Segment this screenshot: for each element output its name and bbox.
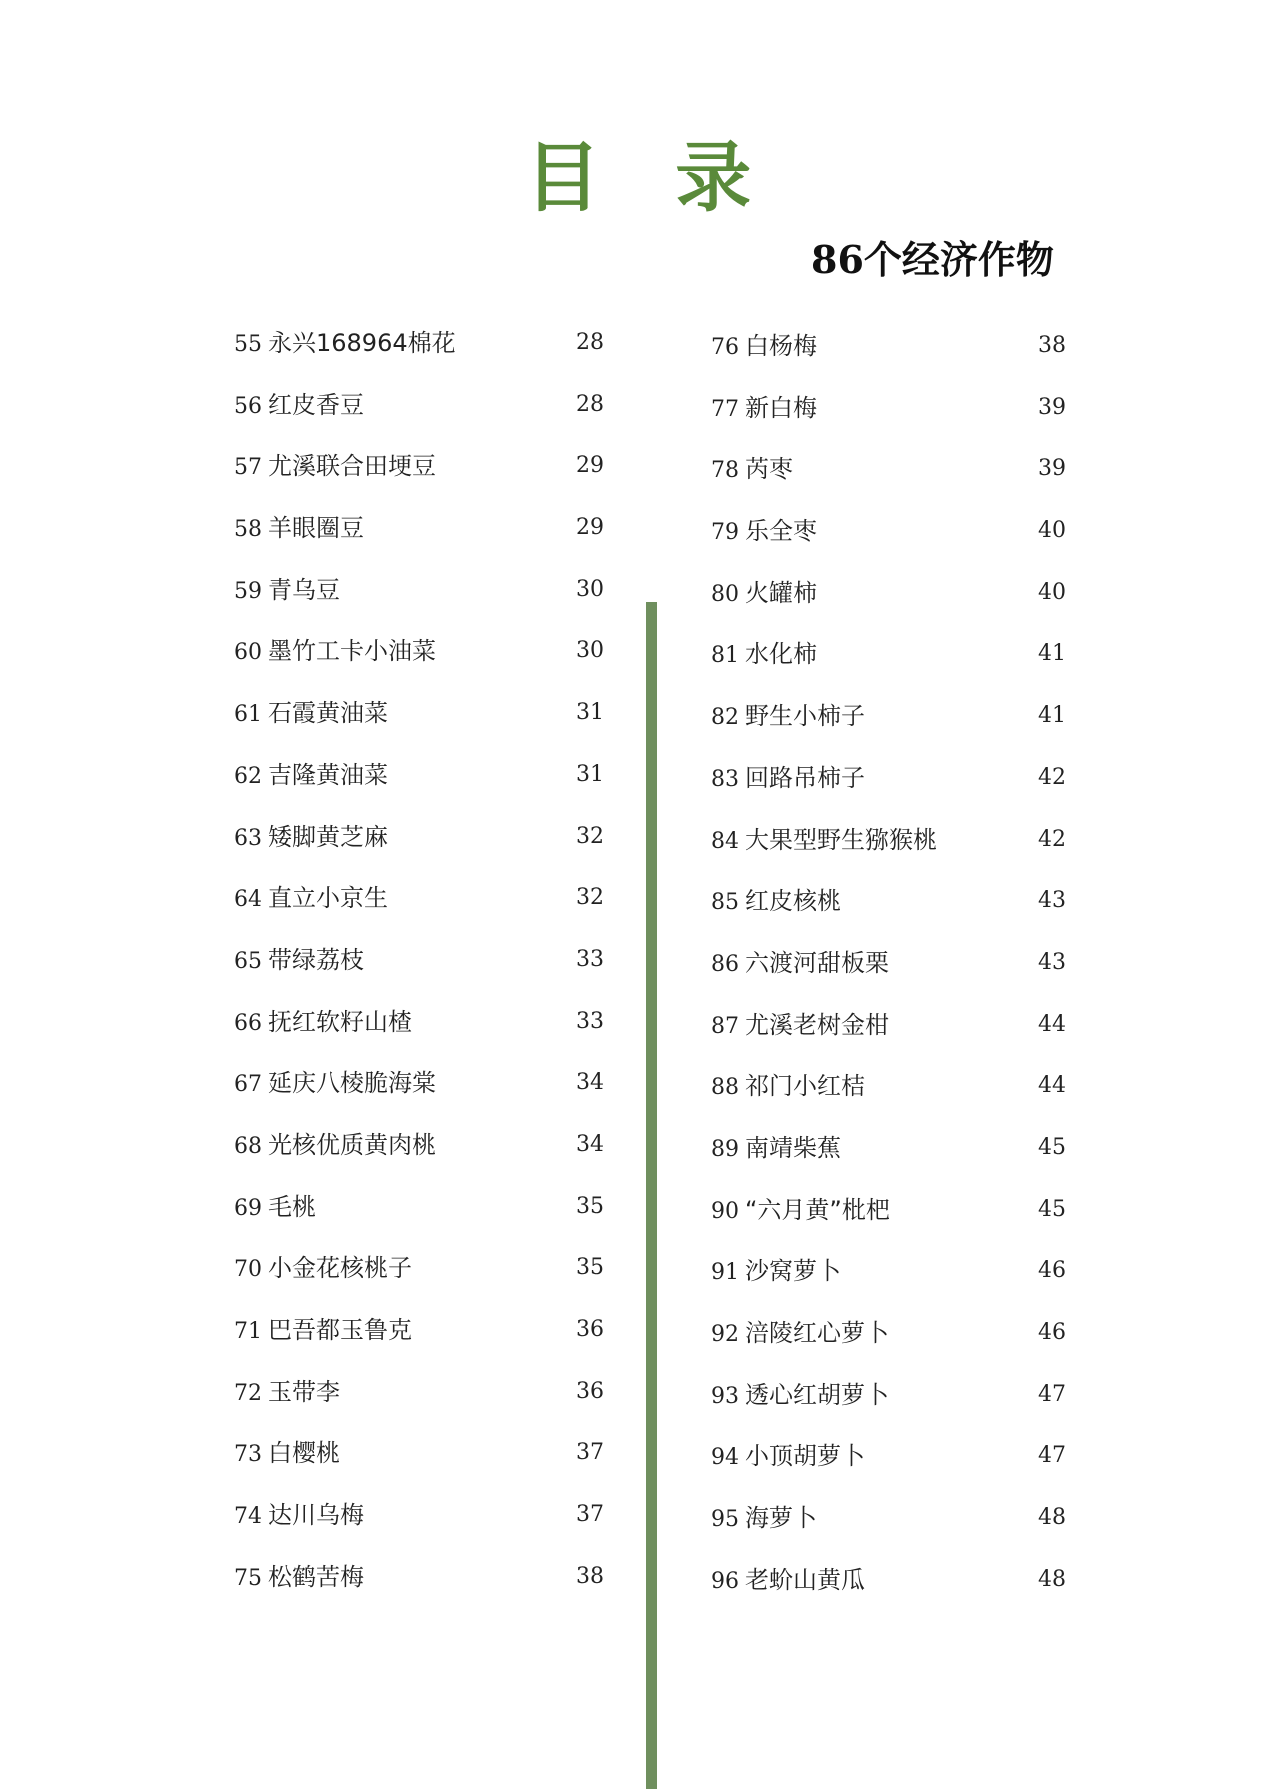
toc-entry[interactable] [711,326,1066,388]
toc-entry-name: 达川乌梅 [268,1501,364,1530]
toc-entry-number: 93 [711,1383,739,1409]
toc-entry[interactable] [234,1310,604,1372]
toc-entry[interactable] [711,1498,1066,1560]
toc-entry-number: 77 [711,396,739,422]
toc-entry[interactable] [711,511,1066,573]
toc-entry-page: 48 [1038,1566,1066,1592]
toc-entry[interactable] [234,631,604,693]
toc-entry-number: 68 [234,1133,262,1159]
toc-entry[interactable] [711,820,1066,882]
toc-entry-name: 大果型野生猕猴桃 [745,825,937,854]
toc-entry-page: 28 [576,391,604,417]
toc-entry[interactable] [234,878,604,940]
toc-entry-page: 35 [576,1255,604,1281]
toc-entry[interactable] [711,1128,1066,1190]
toc-entry-name: 涪陵红心萝卜 [745,1319,889,1347]
toc-entry-number: 87 [711,1013,739,1039]
toc-entry[interactable] [711,758,1066,820]
toc-entry[interactable] [711,634,1066,696]
toc-entry-name: 芮枣 [745,455,793,484]
toc-entry-number: 65 [234,948,262,974]
toc-entry-name: 玉带李 [268,1377,340,1406]
toc-entry-page: 31 [576,700,604,726]
toc-entry-name: 海萝卜 [745,1504,817,1533]
toc-entry-page: 32 [576,823,604,849]
toc-entry-page: 45 [1038,1196,1066,1222]
toc-entry-number: 85 [711,890,739,916]
toc-entry-page: 45 [1038,1134,1066,1160]
toc-entry-number: 61 [234,702,262,728]
toc-left-column [234,323,604,1618]
toc-entry-number: 60 [234,640,262,666]
toc-entry-page: 30 [576,638,604,664]
toc-entry-page: 28 [576,330,604,355]
toc-entry[interactable] [234,508,604,570]
toc-entry[interactable] [711,573,1066,635]
toc-entry-page: 47 [1038,1381,1066,1407]
toc-entry[interactable] [711,1005,1066,1067]
toc-entry-name: 抚红软籽山楂 [268,1007,412,1036]
toc-entry-number: 76 [711,335,739,360]
toc-entry-number: 71 [234,1319,262,1344]
toc-entry-page: 42 [1038,826,1066,852]
toc-entry-number: 69 [234,1195,262,1221]
toc-entry-name: 红皮核桃 [745,887,841,916]
toc-entry-number: 64 [234,887,262,913]
toc-entry-number: 73 [234,1442,262,1468]
toc-entry-name: 野生小柿子 [745,702,865,731]
toc-entry[interactable] [711,881,1066,943]
page-title: 目 录 [524,133,776,222]
toc-entry-page: 36 [576,1378,604,1404]
toc-entry-page: 46 [1038,1258,1066,1284]
toc-entry[interactable] [711,1375,1066,1437]
toc-right-column [711,326,1066,1621]
toc-entry-page: 39 [1038,456,1066,482]
toc-entry[interactable] [711,388,1066,450]
toc-entry-name: 尤溪老树金柑 [745,1010,889,1039]
toc-entry-page: 44 [1038,1011,1066,1037]
page-subtitle: 86个经济作物 [811,237,1054,282]
toc-entry-number: 83 [711,766,739,792]
toc-entry[interactable] [234,1372,604,1434]
toc-entry-name: 火罐柿 [745,578,817,607]
toc-entry-name: 石霞黄油菜 [268,699,388,728]
toc-entry-name: “六月黄”枇杷 [745,1195,890,1224]
toc-entry-number: 88 [711,1075,739,1101]
toc-entry-name: 巴吾都玉鲁克 [268,1316,412,1344]
toc-entry-name: 毛桃 [268,1192,316,1221]
toc-entry[interactable] [711,1190,1066,1252]
toc-entry-name: 小金花核桃子 [268,1254,412,1283]
toc-entry-page: 30 [576,576,604,602]
toc-entry-number: 72 [234,1380,262,1406]
column-divider [646,602,657,1789]
toc-entry-name: 透心红胡萝卜 [745,1380,889,1409]
toc-entry[interactable] [234,1063,604,1125]
toc-entry-number: 95 [711,1507,739,1533]
toc-entry[interactable] [711,1251,1066,1313]
toc-entry[interactable] [711,449,1066,511]
toc-entry-name: 白杨梅 [745,332,817,360]
toc-entry-name: 祁门小红桔 [745,1072,865,1101]
toc-entry-page: 34 [576,1131,604,1157]
toc-entry-page: 47 [1038,1443,1066,1469]
toc-entry-name: 矮脚黄芝麻 [268,822,388,851]
toc-entry-page: 31 [576,761,604,787]
toc-entry-page: 40 [1038,518,1066,544]
toc-entry-page: 35 [576,1193,604,1219]
toc-entry-page: 43 [1038,949,1066,975]
toc-entry-page: 29 [576,453,604,479]
toc-entry-page: 46 [1038,1320,1066,1345]
toc-entry-page: 44 [1038,1073,1066,1099]
toc-entry-page: 42 [1038,764,1066,790]
toc-entry-number: 70 [234,1257,262,1283]
toc-entry-page: 41 [1038,641,1066,667]
toc-entry-number: 57 [234,455,262,481]
toc-entry[interactable] [234,693,604,755]
toc-entry[interactable] [234,385,604,447]
toc-entry-number: 92 [711,1322,739,1347]
toc-entry-name: 墨竹工卡小油菜 [268,637,436,666]
toc-entry-page: 37 [576,1502,604,1528]
toc-entry[interactable] [234,323,604,385]
toc-entry-number: 59 [234,578,262,604]
toc-entry-name: 光核优质黄肉桃 [268,1130,436,1159]
toc-entry-number: 55 [234,332,262,357]
toc-entry-name: 尤溪联合田埂豆 [268,452,436,481]
toc-entry[interactable] [711,943,1066,1005]
toc-entry-number: 81 [711,643,739,669]
toc-entry-number: 58 [234,517,262,543]
toc-entry-number: 63 [234,825,262,851]
toc-entry-page: 36 [576,1317,604,1342]
toc-entry[interactable] [234,1248,604,1310]
toc-entry-name: 沙窝萝卜 [745,1257,841,1286]
toc-entry[interactable] [234,1187,604,1249]
toc-entry-number: 89 [711,1136,739,1162]
toc-entry-number: 67 [234,1072,262,1098]
toc-entry-number: 75 [234,1565,262,1591]
toc-entry-name: 羊眼圈豆 [268,514,364,543]
toc-entry[interactable] [234,1002,604,1064]
toc-entry-number: 96 [711,1568,739,1594]
toc-entry-number: 80 [711,581,739,607]
toc-entry-page: 38 [1038,333,1066,358]
toc-entry-name: 直立小京生 [268,884,388,913]
toc-entry-number: 84 [711,828,739,854]
toc-entry-page: 48 [1038,1505,1066,1531]
toc-entry[interactable] [234,446,604,508]
toc-entry-number: 94 [711,1445,739,1471]
toc-entry[interactable] [234,1557,604,1619]
toc-entry[interactable] [711,1066,1066,1128]
toc-entry[interactable] [234,755,604,817]
toc-entry-page: 41 [1038,703,1066,729]
toc-entry-number: 66 [234,1010,262,1036]
toc-entry-name: 老蚧山黄瓜 [745,1565,865,1594]
toc-entry-page: 39 [1038,394,1066,420]
toc-entry-name: 白樱桃 [268,1439,340,1468]
toc-entry-name: 乐全枣 [745,517,817,546]
toc-entry-name: 南靖柴蕉 [745,1133,841,1162]
toc-entry-name: 青乌豆 [268,575,340,604]
toc-entry-number: 56 [234,393,262,419]
toc-entry[interactable] [234,1433,604,1495]
toc-entry[interactable] [234,1125,604,1187]
toc-entry[interactable] [234,817,604,879]
toc-entry-name: 六渡河甜板栗 [745,948,889,977]
toc-entry-number: 90 [711,1198,739,1224]
toc-entry-number: 74 [234,1504,262,1530]
toc-entry-page: 33 [576,946,604,972]
toc-entry-page: 37 [576,1440,604,1466]
toc-entry-name: 小顶胡萝卜 [745,1442,865,1471]
toc-entry-name: 带绿荔枝 [268,945,364,974]
toc-entry-page: 40 [1038,579,1066,605]
toc-entry-name: 吉隆黄油菜 [268,760,388,789]
toc-entry[interactable] [711,1560,1066,1622]
toc-entry-number: 78 [711,458,739,484]
toc-entry-page: 32 [576,885,604,911]
toc-entry-name: 永兴168964棉花 [268,329,456,357]
toc-entry-number: 86 [711,951,739,977]
toc-entry-name: 新白梅 [745,393,817,422]
toc-entry[interactable] [711,696,1066,758]
toc-entry-number: 91 [711,1260,739,1286]
toc-entry-name: 水化柿 [745,640,817,669]
toc-entry-number: 79 [711,520,739,546]
toc-entry[interactable] [234,570,604,632]
toc-entry-name: 延庆八棱脆海棠 [268,1069,436,1098]
toc-entry-page: 34 [576,1070,604,1096]
toc-entry-number: 82 [711,705,739,731]
toc-entry-number: 62 [234,763,262,789]
toc-entry-page: 38 [576,1563,604,1589]
toc-entry-name: 松鹤苦梅 [268,1562,364,1591]
toc-entry-page: 33 [576,1008,604,1034]
toc-entry-name: 红皮香豆 [268,390,364,419]
toc-entry[interactable] [234,940,604,1002]
toc-entry[interactable] [711,1436,1066,1498]
toc-entry-page: 29 [576,515,604,541]
toc-entry-name: 回路吊柿子 [745,763,865,792]
toc-entry[interactable] [711,1313,1066,1375]
toc-entry-page: 43 [1038,888,1066,914]
toc-entry[interactable] [234,1495,604,1557]
